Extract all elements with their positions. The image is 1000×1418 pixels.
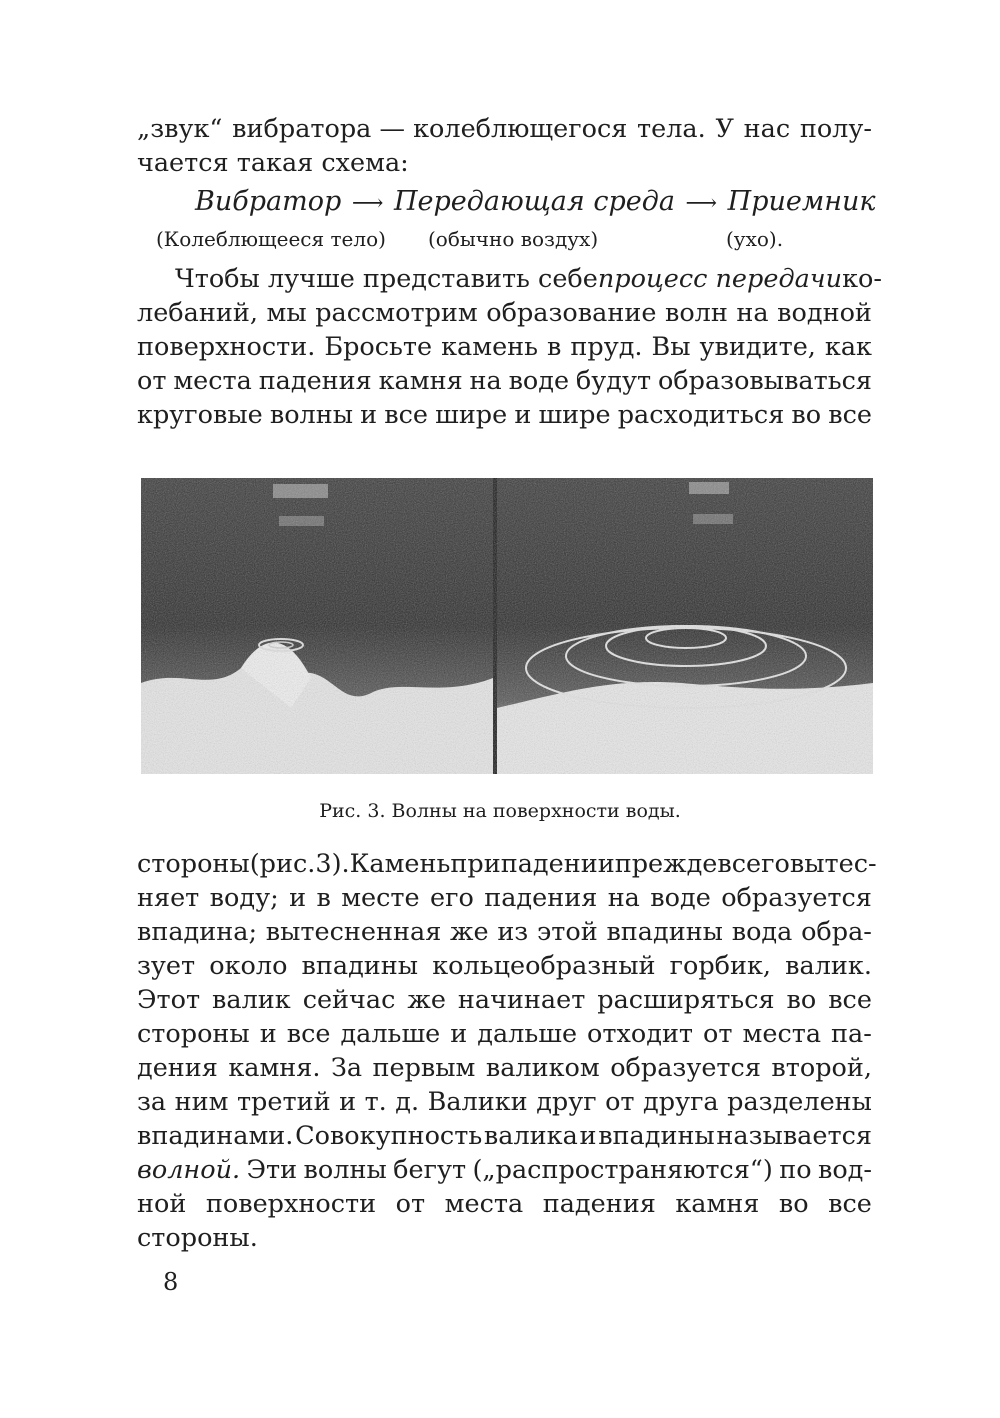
word: впадины bbox=[301, 951, 419, 981]
word: т. bbox=[364, 1087, 387, 1117]
word: около bbox=[209, 951, 288, 981]
word: водной bbox=[777, 298, 872, 328]
word: лебаний, bbox=[137, 298, 258, 328]
word: от bbox=[605, 1087, 635, 1117]
word: вытес- bbox=[789, 849, 877, 879]
arrow-icon: ⟶ bbox=[685, 191, 718, 216]
word: У bbox=[715, 114, 734, 144]
para2-line-12 bbox=[137, 1221, 872, 1255]
word: во bbox=[778, 1189, 809, 1219]
word: по bbox=[779, 1155, 812, 1185]
para2-line-3 bbox=[137, 915, 872, 949]
word: на bbox=[607, 883, 640, 913]
word: и bbox=[339, 1087, 357, 1117]
schema-vibrator-note: (Колеблющееся тело) bbox=[156, 227, 386, 251]
word: дения bbox=[137, 1053, 218, 1083]
word: тела. bbox=[637, 114, 706, 144]
para2-text: стороны. bbox=[137, 1223, 258, 1253]
word: впадины bbox=[606, 917, 723, 947]
word: пруд. bbox=[570, 332, 643, 362]
word: воду; bbox=[209, 883, 279, 913]
word: от bbox=[137, 366, 167, 396]
word: места bbox=[742, 1019, 822, 1049]
para2-line-10 bbox=[137, 1153, 872, 1187]
para1-line-2 bbox=[137, 296, 872, 330]
word: его bbox=[430, 883, 474, 913]
schema-receiver-note: (ухо). bbox=[726, 227, 784, 251]
word: как bbox=[824, 332, 872, 362]
para2-line-5 bbox=[137, 983, 872, 1017]
word: „звук“ bbox=[137, 114, 223, 144]
para2-line-11 bbox=[137, 1187, 872, 1221]
word: впадина; bbox=[137, 917, 258, 947]
word: места bbox=[173, 366, 252, 396]
word: шире bbox=[435, 400, 508, 430]
para2-line-7 bbox=[137, 1051, 872, 1085]
word: ним bbox=[174, 1087, 229, 1117]
para2-line-4 bbox=[137, 949, 872, 983]
word: сейчас bbox=[302, 985, 396, 1015]
para2-line-6 bbox=[137, 1017, 872, 1051]
word: дальше bbox=[477, 1019, 578, 1049]
word: этой bbox=[536, 917, 598, 947]
word: („распространяются“) bbox=[472, 1155, 773, 1185]
para2-line-8 bbox=[137, 1085, 872, 1119]
word: же bbox=[407, 985, 446, 1015]
word: мы bbox=[266, 298, 307, 328]
para2-line-9 bbox=[137, 1119, 872, 1153]
word: падения bbox=[258, 366, 372, 396]
word: За bbox=[330, 1053, 363, 1083]
word: за bbox=[137, 1087, 167, 1117]
word: рассмотрим bbox=[315, 298, 478, 328]
word: стороны bbox=[137, 849, 250, 879]
word: (рис. bbox=[249, 849, 316, 879]
emphasis-process: процесс передачи bbox=[597, 264, 843, 294]
word: впадины bbox=[598, 1121, 715, 1151]
word: места bbox=[444, 1189, 524, 1219]
para2-line-2 bbox=[137, 881, 872, 915]
word: зует bbox=[137, 951, 196, 981]
word: в bbox=[547, 332, 562, 362]
word: в bbox=[316, 883, 331, 913]
word: воде bbox=[650, 883, 711, 913]
word: вибратора — колеблющегося bbox=[232, 114, 628, 144]
word: поверхности. bbox=[137, 332, 316, 362]
word: Вы bbox=[651, 332, 691, 362]
word: друга bbox=[643, 1087, 719, 1117]
word: вод- bbox=[817, 1155, 872, 1185]
word: все bbox=[286, 1019, 331, 1049]
word: всего bbox=[717, 849, 790, 879]
arrow-icon: ⟶ bbox=[351, 191, 384, 216]
word: Эти bbox=[246, 1155, 298, 1185]
word: во bbox=[786, 985, 817, 1015]
word: волн bbox=[664, 298, 728, 328]
word: увидите, bbox=[699, 332, 816, 362]
word: камня bbox=[675, 1189, 760, 1219]
figure-water-waves bbox=[141, 478, 873, 774]
para1-line-3 bbox=[137, 330, 872, 364]
word: полу- bbox=[799, 114, 872, 144]
word: дальше bbox=[340, 1019, 441, 1049]
word: месте bbox=[341, 883, 420, 913]
word: волны bbox=[269, 400, 354, 430]
para2-line-1 bbox=[137, 847, 877, 881]
word: все bbox=[828, 985, 872, 1015]
word: валик. bbox=[785, 951, 872, 981]
word: образуется bbox=[721, 883, 872, 913]
word: называется bbox=[716, 1121, 872, 1151]
word: Этот bbox=[137, 985, 201, 1015]
emphasis-wave: волной. bbox=[137, 1155, 241, 1185]
word: отходит bbox=[587, 1019, 694, 1049]
word: и bbox=[289, 883, 307, 913]
word: же bbox=[450, 917, 489, 947]
word: камня bbox=[378, 366, 463, 396]
word: ной bbox=[137, 1189, 187, 1219]
word: Камень bbox=[349, 849, 451, 879]
word: чается такая схема: bbox=[137, 148, 409, 178]
word: валик bbox=[212, 985, 291, 1015]
word: от bbox=[703, 1019, 733, 1049]
word: и bbox=[360, 400, 378, 430]
word: горбик, bbox=[669, 951, 772, 981]
word: Совокупность bbox=[295, 1121, 483, 1151]
word: все bbox=[828, 400, 872, 430]
word: валика bbox=[483, 1121, 578, 1151]
schema-medium-note: (обычно воздух) bbox=[428, 227, 599, 251]
word: падения bbox=[542, 1189, 656, 1219]
word: во bbox=[791, 400, 822, 430]
word: д. bbox=[395, 1087, 420, 1117]
para1-text: ко- bbox=[842, 264, 882, 294]
word: и bbox=[514, 400, 532, 430]
word: второй, bbox=[771, 1053, 872, 1083]
word: шире bbox=[538, 400, 611, 430]
word: кольцеобразный bbox=[432, 951, 656, 981]
word: первым bbox=[372, 1053, 476, 1083]
word: нас bbox=[743, 114, 791, 144]
word: от bbox=[395, 1189, 426, 1219]
para1-text: Чтобы лучше представить себе bbox=[175, 264, 598, 294]
word: няет bbox=[137, 883, 200, 913]
word: и bbox=[259, 1019, 277, 1049]
word: расширяться bbox=[597, 985, 775, 1015]
word: друг bbox=[536, 1087, 597, 1117]
word: начинает bbox=[457, 985, 586, 1015]
word: обра- bbox=[801, 917, 872, 947]
word: образовываться bbox=[657, 366, 872, 396]
word: образуется bbox=[610, 1053, 761, 1083]
word: вода bbox=[731, 917, 793, 947]
text-line-1 bbox=[137, 112, 872, 146]
word: из bbox=[497, 917, 529, 947]
word: бегут bbox=[393, 1155, 467, 1185]
word: при bbox=[450, 849, 501, 879]
word: валиком bbox=[485, 1053, 600, 1083]
word: и bbox=[579, 1121, 597, 1151]
word: образование bbox=[486, 298, 657, 328]
word: вытесненная bbox=[265, 917, 442, 947]
schema-line bbox=[195, 186, 876, 217]
word: камень bbox=[441, 332, 539, 362]
word: камня. bbox=[228, 1053, 321, 1083]
word: поверхности bbox=[205, 1189, 377, 1219]
word: Валики bbox=[427, 1087, 528, 1117]
figure-caption: Рис. 3. Волны на поверхности воды. bbox=[319, 800, 681, 822]
word: и bbox=[450, 1019, 468, 1049]
word: все bbox=[828, 1189, 872, 1219]
word: волны bbox=[303, 1155, 387, 1185]
word: па- bbox=[831, 1019, 872, 1049]
page-number: 8 bbox=[163, 1268, 179, 1296]
word: будут bbox=[575, 366, 652, 396]
word: на bbox=[736, 298, 769, 328]
para1-line-4 bbox=[137, 364, 872, 398]
schema-receiver: Приемник bbox=[727, 186, 876, 217]
water-waves-photo bbox=[141, 478, 873, 774]
word: 3). bbox=[315, 849, 350, 879]
word: стороны bbox=[137, 1019, 250, 1049]
word: Бросьте bbox=[324, 332, 433, 362]
para1-line-1 bbox=[175, 262, 882, 296]
schema-vibrator: Вибратор bbox=[195, 186, 342, 217]
word: прежде bbox=[614, 849, 718, 879]
word: разделены bbox=[727, 1087, 872, 1117]
word: впадинами. bbox=[137, 1121, 294, 1151]
word: на bbox=[469, 366, 502, 396]
word: все bbox=[384, 400, 428, 430]
word: падении bbox=[500, 849, 615, 879]
text-line-2 bbox=[137, 146, 872, 180]
schema-medium: Передающая среда bbox=[393, 186, 675, 217]
word: падения bbox=[484, 883, 598, 913]
word: расходиться bbox=[617, 400, 785, 430]
word: воде bbox=[508, 366, 570, 396]
word: круговые bbox=[137, 400, 263, 430]
word: третий bbox=[236, 1087, 331, 1117]
para1-line-5 bbox=[137, 398, 872, 432]
